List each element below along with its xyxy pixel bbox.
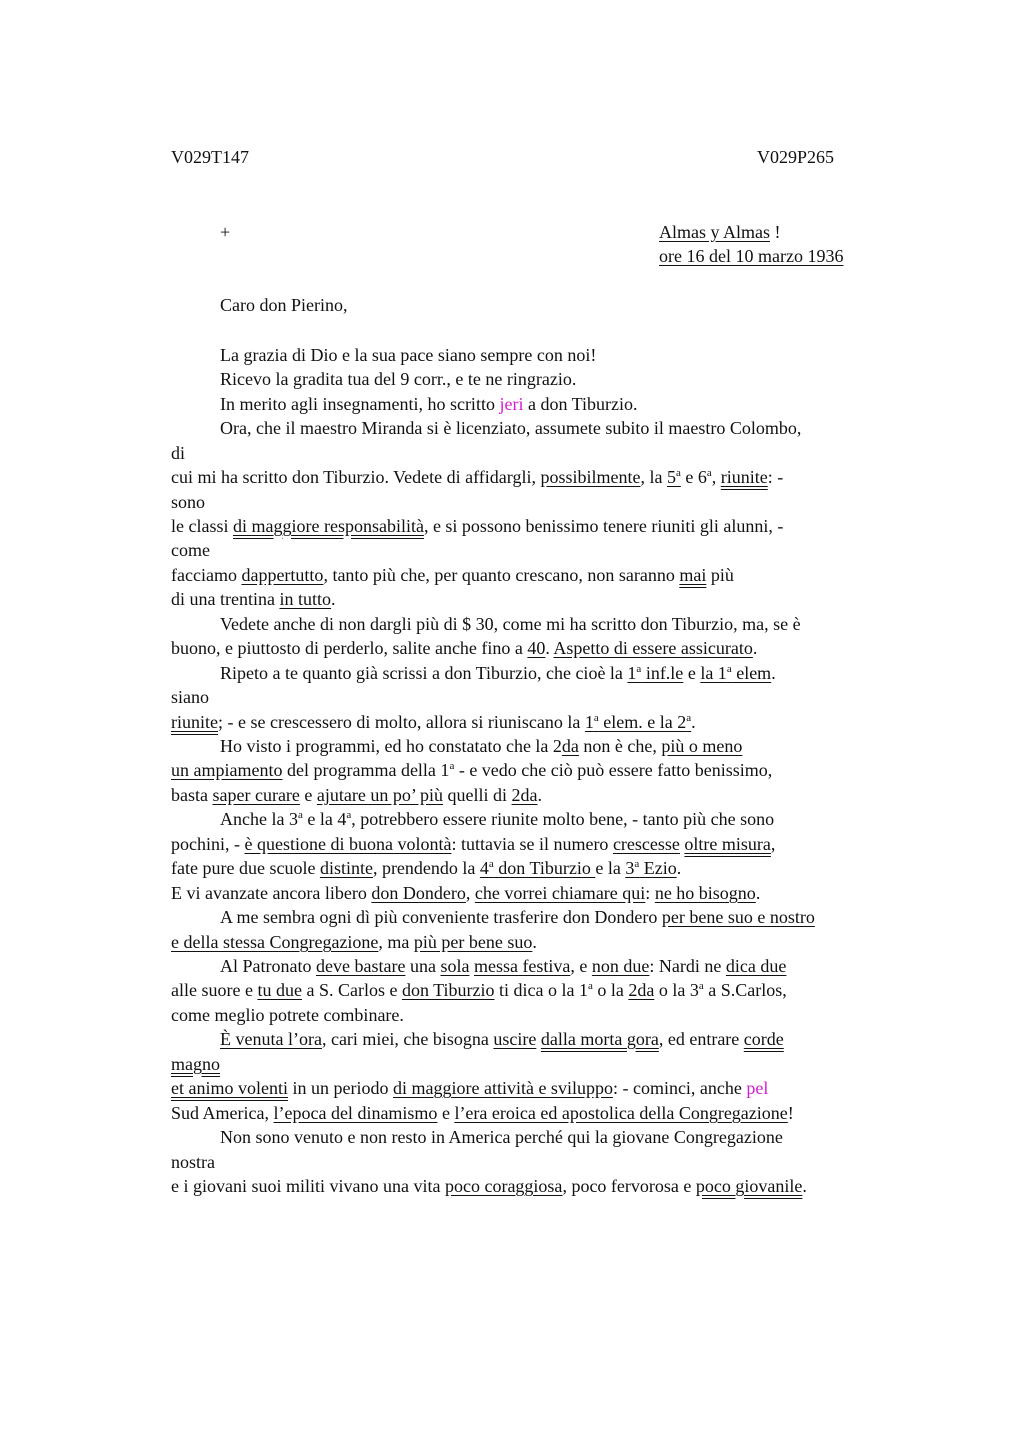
body-line: come bbox=[171, 540, 210, 560]
body-line: et animo volenti in un periodo di maggiore attività e sviluppo: - cominci, anche pel bbox=[171, 1078, 769, 1098]
body-line: Ho visto i programmi, ed ho constatato che la 2da non è che, più o meno bbox=[220, 736, 743, 756]
body-line: fate pure due scuole distinte, prendendo la 4$^a$ don Tiburzio e la 3$^a$ Ezio. bbox=[171, 858, 682, 878]
motto-punct: ! bbox=[774, 222, 781, 242]
body-line: Ora, che il maestro Miranda si è licenziato, assumete subito il maestro Colombo, bbox=[220, 418, 802, 438]
body-line: un ampiamento del programma della 1$^a$ - e vedo che ciò può essere fatto benissimo, bbox=[171, 760, 773, 780]
body-line: È venuta l’ora, cari miei, che bisogna uscire dalla morta gora, ed entrare corde bbox=[220, 1029, 784, 1049]
body-line: basta saper curare e ajutare un po’ più quelli di 2da. bbox=[171, 785, 543, 805]
body-line: A me sembra ogni dì più conveniente trasferire don Dondero per bene suo e nostro bbox=[220, 907, 815, 927]
body-line: cui mi ha scritto don Tiburzio. Vedete di affidargli, possibilmente, la 5$^a$ e 6$^a$, riunite: - bbox=[171, 467, 784, 487]
body-line: Anche la 3$^a$ e la 4$^a$, potrebbero essere riunite molto bene, - tanto più che sono bbox=[220, 809, 775, 829]
body-line: le classi di maggiore responsabilità, e si possono benissimo tenere riuniti gli alunni, - bbox=[171, 516, 784, 536]
motto-text: Almas y Almas bbox=[659, 222, 770, 242]
body-line: Non sono venuto e non resto in America perché qui la giovane Congregazione bbox=[220, 1127, 783, 1147]
document-code-right: V029P265 bbox=[757, 147, 835, 167]
motto bbox=[659, 222, 781, 243]
body-line: Ricevo la gradita tua del 9 corr., e te ne ringrazio. bbox=[220, 369, 577, 389]
letter-date-text: ore 16 del 10 marzo 1936 bbox=[659, 246, 844, 266]
salutation: Caro don Pierino, bbox=[220, 295, 348, 315]
body-line: E vi avanzate ancora libero don Dondero, che vorrei chiamare qui: ne ho bisogno. bbox=[171, 883, 761, 903]
document-code-left: V029T147 bbox=[171, 147, 249, 167]
body-line: siano bbox=[171, 687, 209, 707]
body-line: La grazia di Dio e la sua pace siano sempre con noi! bbox=[220, 345, 597, 365]
body-line: facciamo dappertutto, tanto più che, per quanto crescano, non saranno mai più bbox=[171, 565, 734, 585]
body-line: alle suore e tu due a S. Carlos e don Tiburzio ti dica o la 1$^a$ o la 2da o la 3$^a$ a S.Carlos, bbox=[171, 980, 787, 1000]
body-line: In merito agli insegnamenti, ho scritto jeri a don Tiburzio. bbox=[220, 394, 638, 414]
body-line: nostra bbox=[171, 1152, 215, 1172]
body-line: come meglio potrete combinare. bbox=[171, 1005, 404, 1025]
cross-mark: + bbox=[220, 222, 231, 242]
body-line: Sud America, l’epoca del dinamismo e l’era eroica ed apostolica della Congregazione! bbox=[171, 1103, 794, 1123]
body-line: pochini, - è questione di buona volontà: tuttavia se il numero crescesse oltre misura, bbox=[171, 834, 776, 854]
body-line: riunite; - e se crescessero di molto, allora si riuniscano la 1$^a$ elem. e la 2$^a$. bbox=[171, 712, 696, 732]
body-line: di una trentina in tutto. bbox=[171, 589, 336, 609]
body-line: magno bbox=[171, 1054, 220, 1074]
body-line: Vedete anche di non dargli più di $ 30, come mi ha scritto don Tiburzio, ma, se è bbox=[220, 614, 801, 634]
body-line: Al Patronato deve bastare una sola messa festiva, e non due: Nardi ne dica due bbox=[220, 956, 787, 976]
body-line: e della stessa Congregazione, ma più per bene suo. bbox=[171, 932, 537, 952]
body-line: e i giovani suoi militi vivano una vita poco coraggiosa, poco fervorosa e poco giovanile. bbox=[171, 1176, 807, 1196]
letter-date bbox=[659, 246, 843, 267]
body-line: sono bbox=[171, 492, 206, 512]
body-line: di bbox=[171, 443, 186, 463]
body-line: buono, e piuttosto di perderlo, salite anche fino a 40. Aspetto di essere assicurato. bbox=[171, 638, 758, 658]
body-line: Ripeto a te quanto già scrissi a don Tiburzio, che cioè la 1$^a$ inf.le e la 1$^a$ elem. bbox=[220, 663, 776, 683]
